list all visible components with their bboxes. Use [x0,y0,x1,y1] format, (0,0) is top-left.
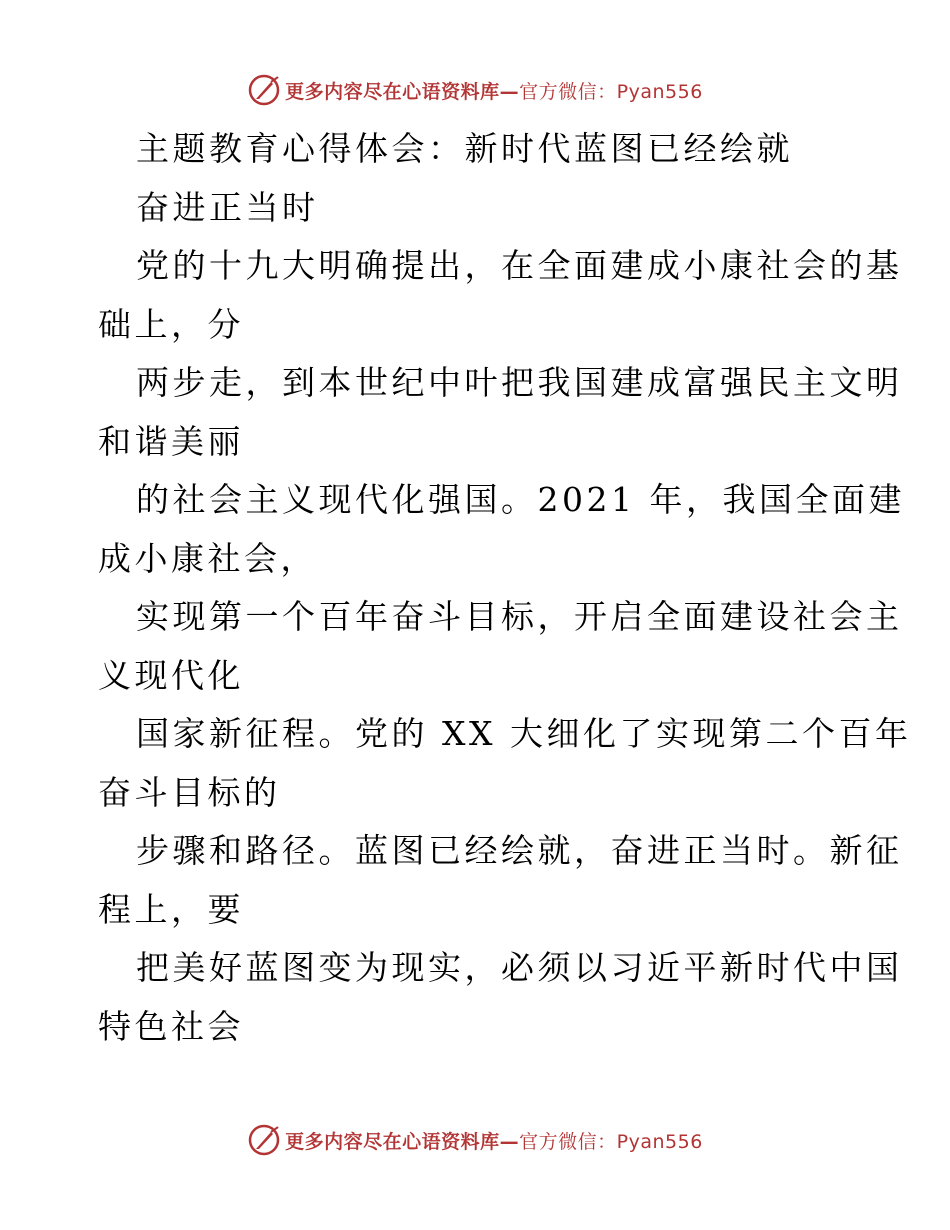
text-line: 成小康社会， [98,538,317,578]
text-line: 的社会主义现代化强国。2021 年，我国全面建 [136,480,905,519]
text-line: 步骤和路径。蓝图已经绘就，奋进正当时。新征 [136,831,903,870]
text-line: 主题教育心得体会：新时代蓝图已经绘就 [136,129,793,168]
text-line: 国家新征程。党的 XX 大细化了实现第二个百年 [136,714,912,753]
document-body [98,120,912,1056]
text-line: 奋进正当时 [136,187,319,227]
text-line: 础上，分 [98,304,244,344]
text-line: 党的十九大明确提出，在全面建成小康社会的基 [136,246,903,285]
text-line: 义现代化 [98,655,244,695]
banner-main-text: 更多内容尽在心语资料库— [285,80,520,103]
footer-banner [0,1120,950,1160]
text-line: 特色社会 [98,1006,244,1046]
header-banner [0,70,950,110]
text-line: 程上，要 [98,889,244,929]
banner-text [285,1127,703,1154]
text-line: 把美好蓝图变为现实，必须以习近平新时代中国 [136,948,903,987]
text-line: 和谐美丽 [98,421,244,461]
quill-logo-icon [247,73,281,107]
text-line: 奋斗目标的 [98,772,281,812]
banner-main-text: 更多内容尽在心语资料库— [285,1130,520,1153]
text-line: 两步走，到本世纪中叶把我国建成富强民主文明 [136,363,903,402]
banner-text [285,77,703,104]
text-line: 实现第一个百年奋斗目标，开启全面建设社会主 [136,597,903,636]
quill-logo-icon [247,1123,281,1157]
banner-wechat-text: 官方微信：Pyan556 [519,1130,703,1153]
banner-wechat-text: 官方微信：Pyan556 [519,80,703,103]
